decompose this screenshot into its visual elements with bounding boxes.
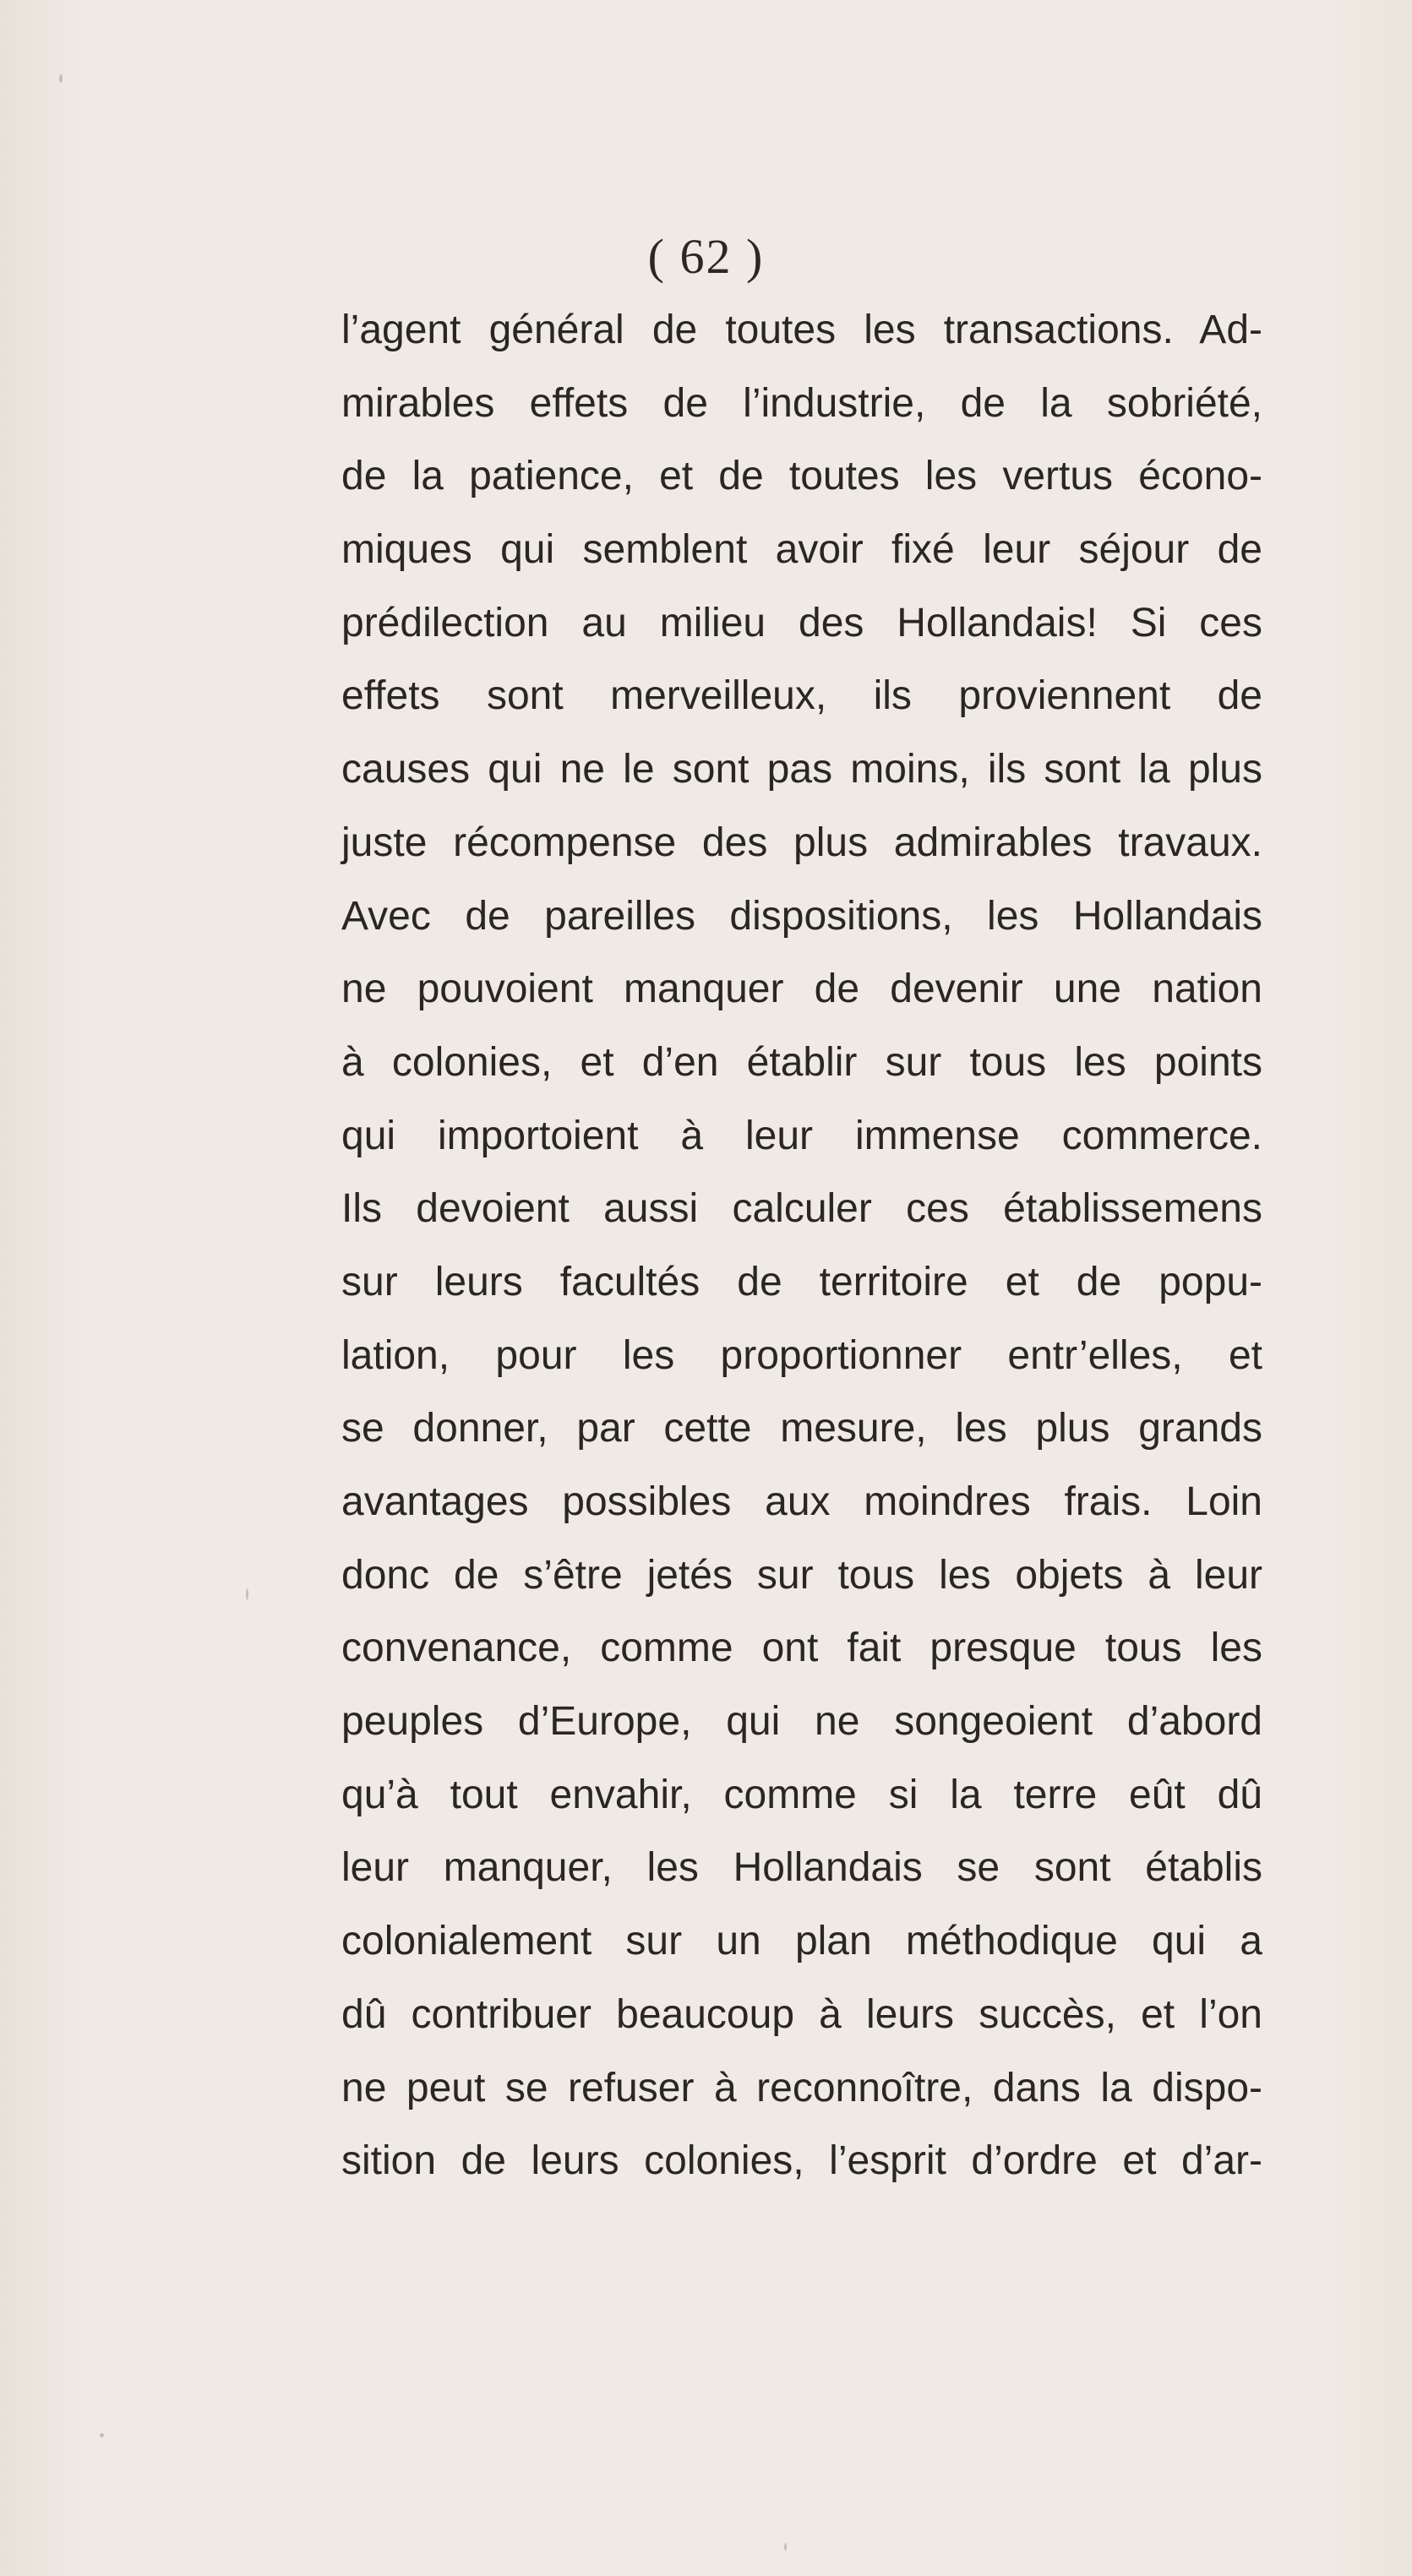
text-line: de la patience, et de toutes les vertus écono- — [341, 454, 1262, 499]
paper-speck — [246, 1588, 248, 1600]
text-line: peuples d’Europe, qui ne songeoient d’abord — [341, 1699, 1262, 1745]
text-line: miques qui semblent avoir fixé leur séjour de — [341, 527, 1262, 573]
text-line: leur manquer, les Hollandais se sont établis — [341, 1845, 1262, 1891]
text-line: à colonies, et d’en établir sur tous les points — [341, 1039, 1262, 1085]
text-line: l’agent général de toutes les transactions. Ad- — [341, 308, 1262, 352]
text-line: Ils devoient aussi calculer ces établissemens — [341, 1186, 1262, 1232]
text-line: mirables effets de l’industrie, de la sobriété, — [341, 380, 1262, 426]
text-line: causes qui ne le sont pas moins, ils sont la plus — [341, 747, 1262, 792]
text-line: prédilection au milieu des Hollandais! Si ces — [341, 600, 1262, 645]
text-line: qui importoient à leur immense commerce. — [341, 1113, 1262, 1158]
text-line: se donner, par cette mesure, les plus grands — [341, 1406, 1262, 1451]
text-line: qu’à tout envahir, comme si la terre eût dû — [341, 1772, 1262, 1817]
text-line: sur leurs facultés de territoire et de popu- — [341, 1259, 1262, 1304]
text-line: convenance, comme ont fait presque tous les — [341, 1626, 1262, 1671]
text-line: sition de leurs colonies, l’esprit d’ordre et d’ar- — [341, 2138, 1262, 2184]
text-line: ne pouvoient manquer de devenir une nation — [341, 967, 1262, 1012]
text-line: colonialement sur un plan méthodique qui a — [341, 1919, 1262, 1964]
text-line: ne peut se refuser à reconnoître, dans la dispo- — [341, 2065, 1262, 2110]
text-line: juste récompense des plus admirables travaux. — [341, 820, 1262, 865]
text-line: donc de s’être jetés sur tous les objets à leur — [341, 1552, 1262, 1598]
body-text — [341, 294, 1262, 2198]
page-number: ( 62 ) — [647, 229, 765, 284]
text-line: effets sont merveilleux, ils proviennent de — [341, 673, 1262, 719]
text-line: dû contribuer beaucoup à leurs succès, et l’on — [341, 1991, 1262, 2037]
paper-speck — [100, 2433, 104, 2437]
paper-speck — [784, 2543, 787, 2551]
paper-speck — [59, 74, 63, 83]
text-line: Avec de pareilles dispositions, les Hollandais — [341, 893, 1262, 939]
text-line: avantages possibles aux moindres frais. Loin — [341, 1479, 1262, 1524]
text-line: lation, pour les proportionner entr’elles, et — [341, 1332, 1262, 1378]
